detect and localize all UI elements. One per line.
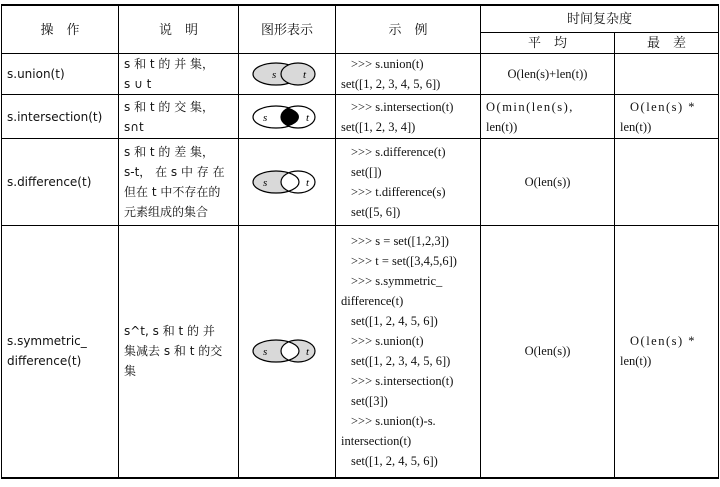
worst-complexity-line: O(len(s) * [630,334,697,349]
example-line: set([1, 2, 3, 4, 5, 6]) [341,77,441,91]
description-line: s 和 t 的 并 集， [124,57,215,71]
example-cell [336,54,481,95]
description-line: s 和 t 的 交 集， [124,99,215,114]
operation-line: difference(t) [7,354,82,369]
venn-label-s: s [272,69,277,81]
example-cell [336,139,481,226]
figure-cell [239,139,336,226]
example-line: set([1, 2, 4, 5, 6]) [351,454,438,469]
worst-complexity-cell [615,226,719,478]
average-complexity-cell [481,95,615,139]
description-line: 但在 t 中不存在的 [124,185,221,199]
table-row [2,226,719,478]
venn-label-s: s [263,177,268,189]
description-line: 集减去 s 和 t 的交 [124,344,223,359]
description-cell [119,54,239,95]
header-operation: 操 作 [2,5,119,54]
average-complexity: O(len(s)+len(t)) [507,67,588,81]
average-complexity: O(len(s)) [524,175,571,189]
venn-label-t: t [306,111,310,124]
worst-complexity-cell [615,95,719,139]
worst-complexity-line: O(len(s) * [630,99,697,114]
table-row [2,139,719,226]
operation-cell: s.intersection(t) [2,95,119,139]
description-line: s-t， 在 s 中 存 在 [124,165,225,179]
description-line: s^t, s 和 t 的 并 [124,324,215,339]
example-cell [336,95,481,139]
example-line: intersection(t) [341,434,412,449]
average-complexity-line: len(t)) [486,119,518,134]
average-complexity-line: O(min(len(s), [486,99,574,114]
example-line: >>> s = set([1,2,3]) [351,234,449,249]
worst-complexity-cell [615,54,719,95]
example-line: set([]) [351,165,382,179]
venn-intersection-diagram [246,102,328,132]
description-cell [119,226,239,478]
example-line: set([1, 2, 3, 4, 5, 6]) [351,354,451,369]
example-line: >>> s.union(t)-s. [351,414,436,429]
header-average: 平 均 [481,33,615,54]
example-line: >>> s.union(t) [351,334,424,349]
example-line: >>> s.intersection(t) [351,99,454,114]
example-line: set([1, 2, 4, 5, 6]) [351,314,438,329]
venn-label-s: s [263,111,268,124]
operation-cell [2,226,119,478]
figure-cell [239,54,336,95]
operation-cell: s.difference(t) [2,139,119,226]
average-complexity-cell [481,139,615,226]
table-row [2,54,719,95]
operation-line: s.symmetric_ [7,334,87,349]
description-line: 集 [124,364,137,379]
set-operations-table [1,4,719,479]
header-time-complexity: 时间复杂度 [481,5,719,33]
header-figure: 图形表示 [239,5,336,54]
example-cell [336,226,481,478]
description-cell [119,95,239,139]
header-worst: 最 差 [615,33,719,54]
example-line: >>> s.symmetric_ [351,274,443,289]
venn-label-t: t [306,177,310,189]
average-complexity: O(len(s)) [524,344,571,359]
header-example: 示 例 [336,5,481,54]
example-line: difference(t) [341,294,404,309]
description-line: s ∪ t [124,77,152,91]
venn-label-s: s [263,346,268,359]
example-line: set([1, 2, 3, 4]) [341,119,416,134]
table-row [2,95,719,139]
example-line: set([3]) [351,394,388,409]
description-line: s∩t [124,119,144,134]
venn-difference-diagram [246,167,328,197]
venn-union-diagram [246,59,328,89]
description-line: s 和 t 的 差 集， [124,145,215,159]
example-line: >>> t = set([3,4,5,6]) [351,254,457,269]
example-line: >>> s.difference(t) [351,145,446,159]
description-cell [119,139,239,226]
operation-cell: s.union(t) [2,54,119,95]
average-complexity-cell [481,54,615,95]
worst-complexity-line: len(t)) [620,119,652,134]
figure-cell [239,95,336,139]
figure-cell [239,226,336,478]
example-line: >>> t.difference(s) [351,185,446,199]
venn-label-t: t [303,69,307,81]
header-description: 说 明 [119,5,239,54]
example-line: set([5, 6]) [351,205,401,219]
example-line: >>> s.union(t) [351,57,424,71]
example-line: >>> s.intersection(t) [351,374,454,389]
venn-label-t: t [306,346,310,359]
worst-complexity-cell [615,139,719,226]
venn-symmetric-difference-diagram [246,336,328,366]
worst-complexity-line: len(t)) [620,354,652,369]
average-complexity-cell [481,226,615,478]
description-line: 元素组成的集合 [124,205,209,219]
